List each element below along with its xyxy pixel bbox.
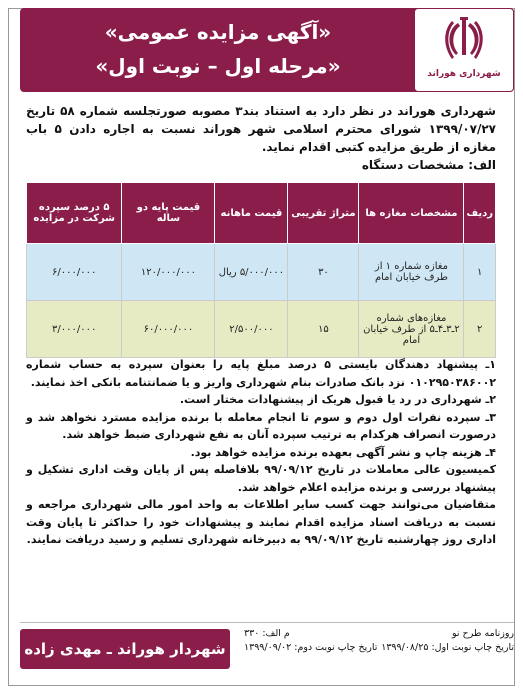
table-header: ۵ درصد سپرده شرکت در مزایده xyxy=(27,183,122,244)
iran-emblem-icon xyxy=(442,15,486,65)
note-item: متقاضیان می‌توانند جهت کسب سایر اطلاعات به واحد امور مالی شهرداری مراجعه و نسبت به دریافت اسناد مزایده اقدام نمایند و پیشنهادات خود را حداکثر تا پایان وقت اداری روز چهارشنبه تاریخ ۹۹/۰۹/۱۲ به دبیرخانه شهرداری تسلیم و رسید دریافت نمایند. xyxy=(26,498,496,546)
table-row xyxy=(27,244,496,301)
table-cell: ۲/۵۰۰/۰۰۰ xyxy=(215,301,288,358)
note-item: ۳ـ سپرده نفرات اول دوم و سوم تا انجام معامله با برنده مزایده مسترد نخواهد شد و درصورت انصراف هرکدام به ترتیب سپرده آنان به نفع شهرداری ضبط خواهد شد. xyxy=(26,410,496,441)
table-row xyxy=(27,301,496,358)
ad-code: م الف: ۳۳۰ xyxy=(244,628,290,639)
table-cell: ۱ xyxy=(464,244,496,301)
table-cell: ۱۲۰/۰۰۰/۰۰۰ xyxy=(122,244,215,301)
table-cell: ۱۵ xyxy=(288,301,359,358)
note-item: ۱ـ پیشنهاد دهندگان بایستی ۵ درصد مبلغ پایه را بعنوان سپرده به حساب شماره ۰۱۰۲۹۵۰۳۸۶۰۰۲ نزد بانک صادرات بنام شهرداری واریز و یا ضمانتنامه بانکی اخذ نمایند. xyxy=(26,358,496,389)
section-heading: الف: مشخصات دستگاه xyxy=(361,158,496,172)
table-cell: ۲ xyxy=(464,301,496,358)
table-cell: مغازه شماره ۱ از طرف خیابان امام xyxy=(359,244,464,301)
second-print-date: تاریخ چاپ نوبت دوم: ۱۳۹۹/۰۹/۰۲ xyxy=(244,642,378,653)
intro-paragraph: شهرداری هوراند در نظر دارد به استناد بند۳ مصوبه صورتجلسه شماره ۵۸ تاریخ ۱۳۹۹/۰۷/۲۷ شورای محترم اسلامی شهر هوراند نسبت به اجاره دادن ۵ باب مغازه از طریق مزایده کتبی اقدام نماید. xyxy=(26,104,496,154)
first-print-date: تاریخ چاپ نوبت اول: ۱۳۹۹/۰۸/۲۵ xyxy=(381,642,514,653)
newspaper-name: روزنامه طرح نو xyxy=(451,628,514,639)
table-cell: مغازه‌های شماره ۲ـ۳ـ۴ـ۵ از طرف خیابان امام xyxy=(359,301,464,358)
page-subtitle: «مرحله اول – نوبت اول» xyxy=(95,54,341,78)
table-header: مشخصات مغازه ها xyxy=(359,183,464,244)
header-banner xyxy=(20,8,514,92)
table-cell: ۶۰/۰۰۰/۰۰۰ xyxy=(122,301,215,358)
table-header: قیمت پایه دو ساله xyxy=(122,183,215,244)
table-cell: ۵/۰۰۰/۰۰۰ ریال xyxy=(215,244,288,301)
publication-info xyxy=(244,627,514,655)
footer xyxy=(20,622,514,673)
shops-table xyxy=(26,182,496,358)
table-cell: ۳/۰۰۰/۰۰۰ xyxy=(27,301,122,358)
notes-section xyxy=(26,356,496,549)
table-cell: ۶/۰۰۰/۰۰۰ xyxy=(27,244,122,301)
signature: شهردار هوراند ـ مهدی زاده xyxy=(20,629,230,669)
page-title: «آگهی مزایده عمومی» xyxy=(104,20,332,44)
table-header: ردیف xyxy=(464,183,496,244)
table-cell: ۳۰ xyxy=(288,244,359,301)
table-header: قیمت ماهانه xyxy=(215,183,288,244)
table-header: متراژ تقریبی xyxy=(288,183,359,244)
logo xyxy=(414,8,514,92)
logo-caption: شهرداری هوراند xyxy=(427,69,501,79)
note-item: ۴ـ هزینه چاپ و نشر آگهی بعهده برنده مزایده خواهد بود. xyxy=(190,445,496,459)
note-item: کمیسیون عالی معاملات در تاریخ ۹۹/۰۹/۱۲ بلافاصله پس از پایان وقت اداری تشکیل و پیشنهاد بررسی و برنده مزایده اعلام خواهد شد. xyxy=(26,463,497,494)
note-item: ۲ـ شهرداری در رد یا قبول هریک از پیشنهادات مختار است. xyxy=(179,393,496,406)
